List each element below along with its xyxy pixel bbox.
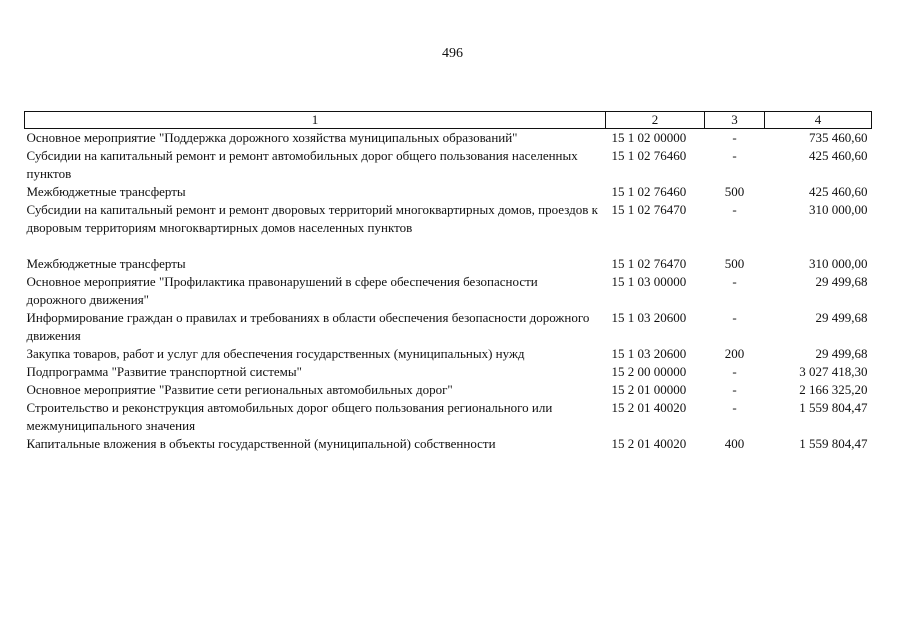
row-amount: 29 499,68 — [815, 310, 868, 325]
row-amount: 310 000,00 — [809, 202, 868, 217]
row-code: 15 1 02 76460 — [611, 184, 687, 199]
table-row — [25, 129, 872, 148]
row-expense-type: - — [732, 274, 737, 289]
row-name: Межбюджетные трансферты — [26, 184, 186, 199]
table-row — [25, 255, 872, 273]
row-name: Субсидии на капитальный ремонт и ремонт дворовых территорий многоквартирных домов, проездов к дворовым территориям многоквартирных домов населенных пунктов — [26, 202, 598, 235]
row-name: Основное мероприятие "Развитие сети региональных автомобильных дорог" — [26, 382, 453, 397]
row-amount: 425 460,60 — [809, 184, 868, 199]
row-expense-type: 400 — [724, 436, 745, 451]
row-expense-type: - — [732, 148, 737, 163]
row-name: Основное мероприятие "Поддержка дорожного хозяйства муниципальных образований" — [26, 130, 518, 145]
table-row — [25, 399, 872, 435]
row-amount: 1 559 804,47 — [799, 436, 868, 451]
table-row — [25, 345, 872, 363]
table-row — [25, 201, 872, 255]
row-expense-type: - — [732, 364, 737, 379]
budget-table — [24, 111, 872, 453]
row-code: 15 1 03 00000 — [611, 274, 687, 289]
column-header-2: 2 — [606, 112, 705, 129]
row-code: 15 1 03 20600 — [611, 310, 687, 325]
row-code: 15 1 02 76470 — [611, 256, 687, 271]
row-expense-type: 500 — [724, 256, 745, 271]
row-code: 15 2 01 40020 — [611, 400, 687, 415]
row-expense-type: - — [732, 202, 737, 217]
row-code: 15 1 03 20600 — [611, 346, 687, 361]
row-expense-type: - — [732, 382, 737, 397]
row-amount: 2 166 325,20 — [799, 382, 868, 397]
row-name: Субсидии на капитальный ремонт и ремонт автомобильных дорог общего пользования населенных пунктов — [26, 148, 578, 181]
row-name: Основное мероприятие "Профилактика правонарушений в сфере обеспечения безопасности дорожного движения" — [26, 274, 538, 307]
row-name: Межбюджетные трансферты — [26, 256, 186, 271]
table-row — [25, 273, 872, 309]
row-amount: 3 027 418,30 — [799, 364, 868, 379]
page-number: 496 — [442, 46, 463, 61]
row-name: Строительство и реконструкция автомобильных дорог общего пользования регионального или межмуниципального значения — [26, 400, 553, 433]
table-row — [25, 435, 872, 453]
column-header-1: 1 — [25, 112, 606, 129]
table-row — [25, 363, 872, 381]
row-expense-type: - — [732, 310, 737, 325]
row-expense-type: - — [732, 130, 737, 145]
row-code: 15 2 00 00000 — [611, 364, 687, 379]
row-amount: 29 499,68 — [815, 274, 868, 289]
row-amount: 310 000,00 — [809, 256, 868, 271]
row-code: 15 1 02 00000 — [611, 130, 687, 145]
row-code: 15 1 02 76460 — [611, 148, 687, 163]
row-expense-type: 500 — [724, 184, 745, 199]
table-body — [25, 129, 872, 454]
row-amount: 1 559 804,47 — [799, 400, 868, 415]
row-amount: 425 460,60 — [809, 148, 868, 163]
table-row — [25, 309, 872, 345]
table-row — [25, 381, 872, 399]
row-name: Подпрограмма "Развитие транспортной системы" — [26, 364, 302, 379]
row-expense-type: 200 — [724, 346, 745, 361]
table-row — [25, 183, 872, 201]
table-header-row — [25, 112, 872, 129]
row-name: Капитальные вложения в объекты государственной (муниципальной) собственности — [26, 436, 496, 451]
table-row — [25, 147, 872, 183]
row-name: Закупка товаров, работ и услуг для обеспечения государственных (муниципальных) нужд — [26, 346, 525, 361]
row-expense-type: - — [732, 400, 737, 415]
row-code: 15 2 01 40020 — [611, 436, 687, 451]
column-header-3: 3 — [705, 112, 765, 129]
row-amount: 29 499,68 — [815, 346, 868, 361]
column-header-4: 4 — [765, 112, 872, 129]
row-code: 15 2 01 00000 — [611, 382, 687, 397]
row-amount: 735 460,60 — [809, 130, 868, 145]
row-name: Информирование граждан о правилах и требованиях в области обеспечения безопасности дорожного движения — [26, 310, 590, 343]
row-code: 15 1 02 76470 — [611, 202, 687, 217]
